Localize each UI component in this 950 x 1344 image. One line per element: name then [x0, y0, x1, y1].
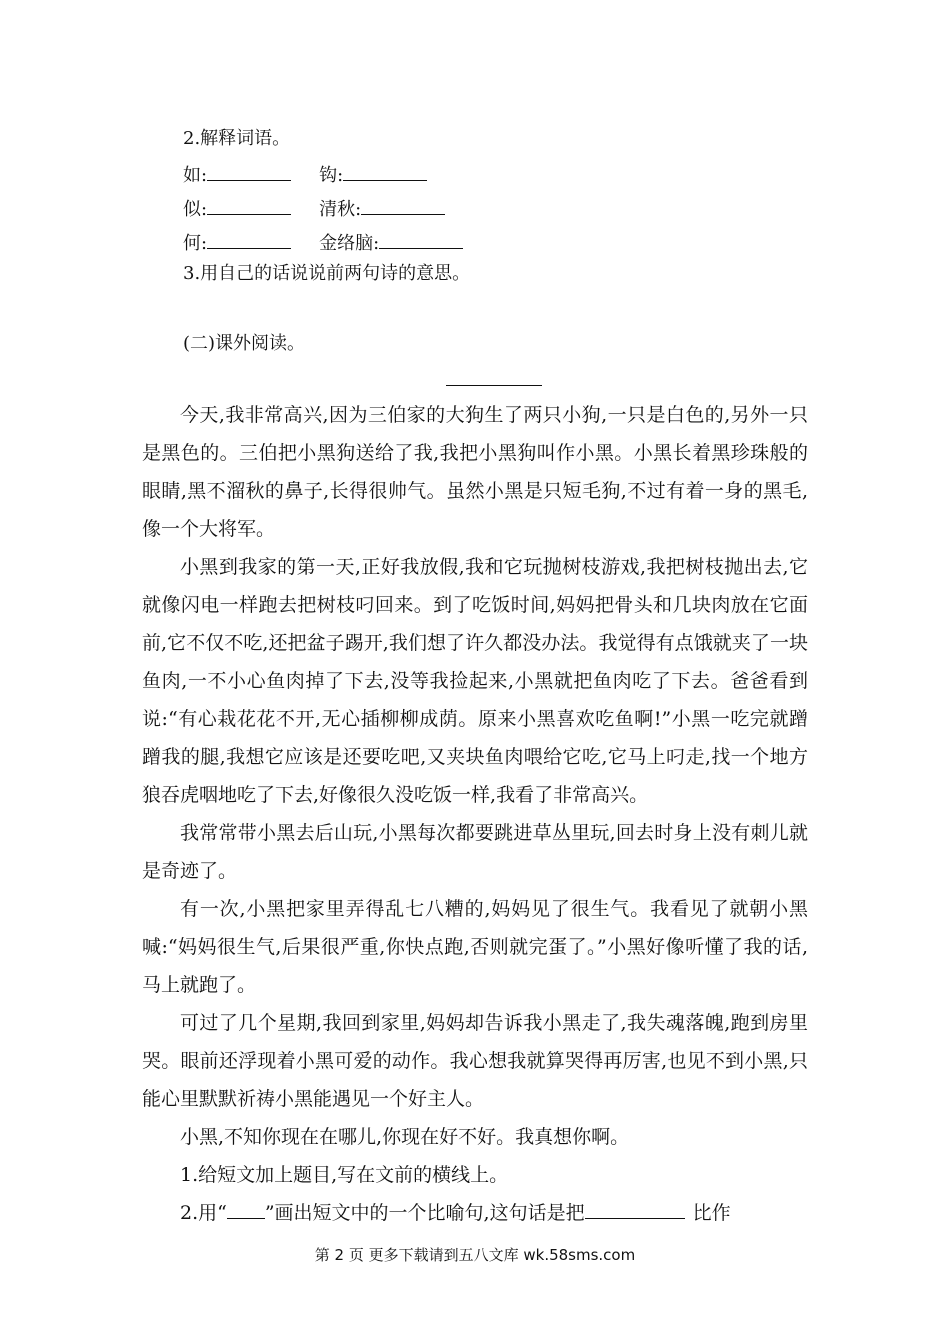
- section-heading: (二)课外阅读。: [183, 333, 306, 354]
- vocab-label-si: 似:: [183, 199, 208, 220]
- vocab-row-2: [183, 196, 445, 221]
- closing-line: 小黑,不知你现在在哪儿,你现在好不好。我真想你啊。: [180, 1126, 630, 1148]
- question-2-suffix: 比作: [692, 1202, 731, 1224]
- vocab-label-gou: 钩:: [319, 165, 344, 186]
- paragraph-1: 今天,我非常高兴,因为三伯家的大狗生了两只小狗,一只是白色的,另外一只是黑色的。三伯把小黑狗送给了我,我把小黑狗叫作小黑。小黑长着黑珍珠般的眼睛,黑不溜秋的鼻子,长得很帅气。虽然小黑是只短毛狗,不过有着一身的黑毛,像一个大将军。: [142, 404, 808, 540]
- answer-blank[interactable]: [379, 230, 463, 249]
- answer-blank[interactable]: [361, 196, 445, 215]
- answer-blank[interactable]: [343, 162, 427, 181]
- question-1: 1.给短文加上题目,写在文前的横线上。: [180, 1164, 509, 1186]
- vocab-row-3: [183, 230, 463, 255]
- answer-blank[interactable]: [207, 230, 291, 249]
- vocab-label-qingqiu: 清秋:: [319, 199, 362, 220]
- paragraph-3: 我常常带小黑去后山玩,小黑每次都要跳进草丛里玩,回去时身上没有刺儿就是奇迹了。: [142, 822, 808, 882]
- paragraph-2: 小黑到我家的第一天,正好我放假,我和它玩抛树枝游戏,我把树枝抛出去,它就像闪电一样跑去把树枝叼回来。到了吃饭时间,妈妈把骨头和几块肉放在它面前,它不仅不吃,还把盆子踢开,我们想了许久都没办法。我觉得有点饿就夹了一块鱼肉,一不小心鱼肉掉了下去,没等我捡起来,小黑就把鱼肉吃了下去。爸爸看到说:“有心栽花花不开,无心插柳柳成荫。原来小黑喜欢吃鱼啊!”小黑一吃完就蹭蹭我的腿,我想它应该是还要吃吧,又夹块鱼肉喂给它吃,它马上叼走,找一个地方狼吞虎咽地吃了下去,好像很久没吃饭一样,我看了非常高兴。: [142, 556, 808, 806]
- question-2-title: 2.解释词语。: [183, 128, 291, 149]
- vocab-row-1: [183, 162, 427, 187]
- answer-blank[interactable]: [207, 196, 291, 215]
- title-answer-blank[interactable]: [446, 385, 542, 386]
- question-2-middle: ”画出短文中的一个比喻句,这句话是把: [264, 1202, 585, 1224]
- answer-blank[interactable]: [207, 162, 291, 181]
- question-2-prefix: 2.用“: [180, 1202, 227, 1224]
- vocab-label-jinluonao: 金络脑:: [319, 233, 380, 254]
- answer-blank[interactable]: [585, 1200, 685, 1219]
- paragraph-5: 可过了几个星期,我回到家里,妈妈却告诉我小黑走了,我失魂落魄,跑到房里哭。眼前还浮现着小黑可爱的动作。我心想我就算哭得再厉害,也见不到小黑,只能心里默默祈祷小黑能遇见一个好主人。: [142, 1012, 808, 1110]
- vocab-label-he: 何:: [183, 233, 208, 254]
- page-footer: 第 2 页 更多下载请到五八文库 wk.58sms.com: [314, 1246, 636, 1264]
- underline-sample: [227, 1200, 265, 1219]
- question-2: [142, 1194, 808, 1232]
- paragraph-4: 有一次,小黑把家里弄得乱七八糟的,妈妈见了很生气。我看见了就朝小黑喊:“妈妈很生气,后果很严重,你快点跑,否则就完蛋了。”小黑好像听懂了我的话,马上就跑了。: [142, 898, 808, 996]
- vocab-label-ru: 如:: [183, 165, 208, 186]
- question-3-title: 3.用自己的话说说前两句诗的意思。: [183, 263, 471, 284]
